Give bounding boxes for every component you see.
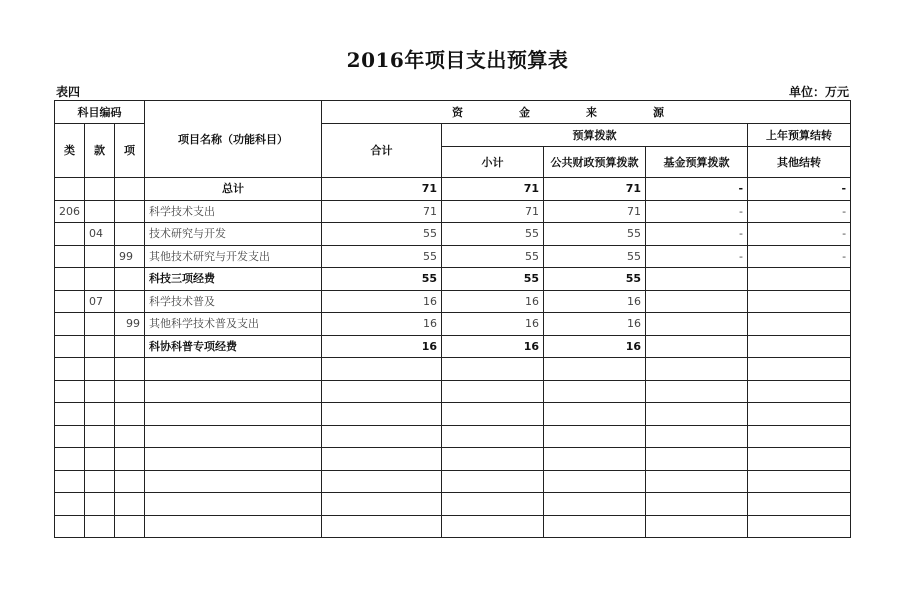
cell-subtotal: 16 [442, 290, 544, 313]
cell-class-code [55, 245, 85, 268]
table-row [55, 380, 851, 403]
cell-project-name: 技术研究与开发 [145, 223, 322, 246]
cell-total [322, 493, 442, 516]
cell-project-name [145, 448, 322, 471]
cell-section-code [85, 448, 115, 471]
table-row [55, 245, 851, 268]
cell-other-carryover [748, 403, 851, 426]
cell-total [322, 358, 442, 381]
cell-section-code [85, 335, 115, 358]
cell-project-name [145, 470, 322, 493]
cell-public-finance [544, 403, 646, 426]
table-row [55, 268, 851, 291]
table-row [55, 313, 851, 336]
cell-subtotal: 71 [442, 178, 544, 201]
cell-other-carryover [748, 313, 851, 336]
header-section: 款 [85, 124, 115, 178]
cell-other-carryover [748, 290, 851, 313]
unit-label: 单位：万元 [788, 85, 849, 99]
cell-public-finance: 16 [544, 290, 646, 313]
cell-item-code [115, 200, 145, 223]
cell-item-code [115, 515, 145, 538]
table-row [55, 335, 851, 358]
table-number: 表四 [56, 85, 81, 99]
cell-public-finance: 55 [544, 223, 646, 246]
header-item: 项 [115, 124, 145, 178]
cell-subtotal: 55 [442, 245, 544, 268]
header-prev-year-carryover: 上年预算结转 [748, 124, 851, 147]
cell-section-code [85, 268, 115, 291]
cell-total: 55 [322, 268, 442, 291]
cell-project-name: 科学技术支出 [145, 200, 322, 223]
cell-subtotal: 55 [442, 223, 544, 246]
table-row [55, 425, 851, 448]
cell-public-finance: 71 [544, 178, 646, 201]
cell-public-finance: 16 [544, 335, 646, 358]
cell-fund-budget [646, 313, 748, 336]
cell-section-code [85, 470, 115, 493]
table-row [55, 515, 851, 538]
cell-public-finance: 55 [544, 245, 646, 268]
header-public-finance: 公共财政预算拨款 [544, 147, 646, 178]
header-fund-source [322, 101, 851, 124]
cell-total: 55 [322, 245, 442, 268]
cell-fund-budget [646, 380, 748, 403]
cell-section-code [85, 403, 115, 426]
cell-total: 16 [322, 313, 442, 336]
cell-fund-budget: - [646, 200, 748, 223]
cell-fund-budget [646, 493, 748, 516]
cell-section-code [85, 515, 115, 538]
header-other-carryover: 其他结转 [748, 147, 851, 178]
cell-project-name: 总计 [145, 178, 322, 201]
header-fund-budget: 基金预算拨款 [646, 147, 748, 178]
cell-item-code [115, 425, 145, 448]
cell-class-code [55, 223, 85, 246]
cell-subtotal [442, 493, 544, 516]
cell-other-carryover: - [748, 245, 851, 268]
header-project-name: 项目名称（功能科目） [145, 101, 322, 178]
cell-class-code [55, 448, 85, 471]
cell-project-name [145, 493, 322, 516]
cell-project-name [145, 425, 322, 448]
table-row [55, 403, 851, 426]
cell-section-code: 04 [85, 223, 115, 246]
cell-public-finance [544, 448, 646, 471]
cell-class-code [55, 470, 85, 493]
cell-public-finance: 55 [544, 268, 646, 291]
cell-project-name [145, 358, 322, 381]
cell-item-code [115, 335, 145, 358]
cell-class-code [55, 178, 85, 201]
cell-item-code: 99 [115, 245, 145, 268]
header-fund-source-text: 资金来源 [452, 105, 721, 119]
cell-subtotal [442, 425, 544, 448]
table-row [55, 493, 851, 516]
cell-other-carryover [748, 493, 851, 516]
cell-fund-budget [646, 425, 748, 448]
cell-section-code: 07 [85, 290, 115, 313]
cell-other-carryover [748, 358, 851, 381]
cell-other-carryover: - [748, 223, 851, 246]
cell-class-code [55, 290, 85, 313]
cell-fund-budget: - [646, 245, 748, 268]
cell-class-code [55, 515, 85, 538]
cell-other-carryover [748, 425, 851, 448]
cell-item-code [115, 380, 145, 403]
cell-section-code [85, 178, 115, 201]
table-row [55, 470, 851, 493]
cell-public-finance [544, 380, 646, 403]
cell-subtotal: 71 [442, 200, 544, 223]
cell-other-carryover [748, 515, 851, 538]
cell-subtotal [442, 470, 544, 493]
cell-subtotal [442, 448, 544, 471]
cell-section-code [85, 380, 115, 403]
budget-table [54, 100, 851, 538]
header-subtotal: 小计 [442, 147, 544, 178]
cell-section-code [85, 425, 115, 448]
cell-total [322, 425, 442, 448]
cell-item-code [115, 223, 145, 246]
cell-item-code [115, 358, 145, 381]
cell-total: 71 [322, 178, 442, 201]
cell-fund-budget [646, 335, 748, 358]
cell-other-carryover [748, 335, 851, 358]
cell-fund-budget: - [646, 178, 748, 201]
page-title: 2016年项目支出预算表 [346, 48, 569, 72]
cell-total [322, 403, 442, 426]
cell-total [322, 380, 442, 403]
cell-item-code: 99 [115, 313, 145, 336]
cell-total: 16 [322, 335, 442, 358]
cell-class-code [55, 335, 85, 358]
cell-subtotal: 16 [442, 335, 544, 358]
header-class: 类 [55, 124, 85, 178]
table-row [55, 178, 851, 201]
cell-class-code: 206 [55, 200, 85, 223]
cell-other-carryover [748, 268, 851, 291]
cell-public-finance: 71 [544, 200, 646, 223]
cell-section-code [85, 493, 115, 516]
cell-total: 16 [322, 290, 442, 313]
cell-total [322, 515, 442, 538]
cell-item-code [115, 493, 145, 516]
cell-class-code [55, 425, 85, 448]
cell-class-code [55, 268, 85, 291]
cell-subtotal: 55 [442, 268, 544, 291]
cell-class-code [55, 380, 85, 403]
cell-subtotal [442, 403, 544, 426]
cell-fund-budget: - [646, 223, 748, 246]
cell-section-code [85, 245, 115, 268]
cell-item-code [115, 448, 145, 471]
header-budget-allocation: 预算拨款 [442, 124, 748, 147]
cell-item-code [115, 470, 145, 493]
table-row [55, 290, 851, 313]
cell-public-finance [544, 493, 646, 516]
cell-fund-budget [646, 448, 748, 471]
table-row [55, 200, 851, 223]
cell-subtotal: 16 [442, 313, 544, 336]
cell-subtotal [442, 358, 544, 381]
table-body [55, 178, 851, 538]
cell-public-finance [544, 358, 646, 381]
cell-other-carryover: - [748, 178, 851, 201]
cell-fund-budget [646, 268, 748, 291]
cell-fund-budget [646, 358, 748, 381]
cell-public-finance [544, 515, 646, 538]
cell-other-carryover [748, 470, 851, 493]
cell-subtotal [442, 515, 544, 538]
cell-total [322, 470, 442, 493]
cell-public-finance: 16 [544, 313, 646, 336]
cell-class-code [55, 313, 85, 336]
cell-total: 71 [322, 200, 442, 223]
cell-public-finance [544, 470, 646, 493]
cell-project-name [145, 403, 322, 426]
cell-fund-budget [646, 403, 748, 426]
cell-project-name [145, 380, 322, 403]
header-subject-code: 科目编码 [55, 101, 145, 124]
cell-fund-budget [646, 515, 748, 538]
cell-section-code [85, 200, 115, 223]
cell-project-name: 科技三项经费 [145, 268, 322, 291]
cell-fund-budget [646, 470, 748, 493]
cell-total: 55 [322, 223, 442, 246]
cell-project-name: 其他技术研究与开发支出 [145, 245, 322, 268]
cell-item-code [115, 178, 145, 201]
table-row [55, 358, 851, 381]
cell-item-code [115, 268, 145, 291]
cell-section-code [85, 313, 115, 336]
cell-project-name [145, 515, 322, 538]
cell-class-code [55, 403, 85, 426]
cell-other-carryover [748, 380, 851, 403]
cell-project-name: 其他科学技术普及支出 [145, 313, 322, 336]
cell-item-code [115, 290, 145, 313]
cell-other-carryover [748, 448, 851, 471]
cell-fund-budget [646, 290, 748, 313]
cell-project-name: 科学技术普及 [145, 290, 322, 313]
cell-subtotal [442, 380, 544, 403]
table-row [55, 448, 851, 471]
cell-public-finance [544, 425, 646, 448]
cell-class-code [55, 493, 85, 516]
cell-other-carryover: - [748, 200, 851, 223]
cell-class-code [55, 358, 85, 381]
cell-project-name: 科协科普专项经费 [145, 335, 322, 358]
table-row [55, 223, 851, 246]
cell-total [322, 448, 442, 471]
cell-section-code [85, 358, 115, 381]
header-total: 合计 [322, 124, 442, 178]
cell-item-code [115, 403, 145, 426]
